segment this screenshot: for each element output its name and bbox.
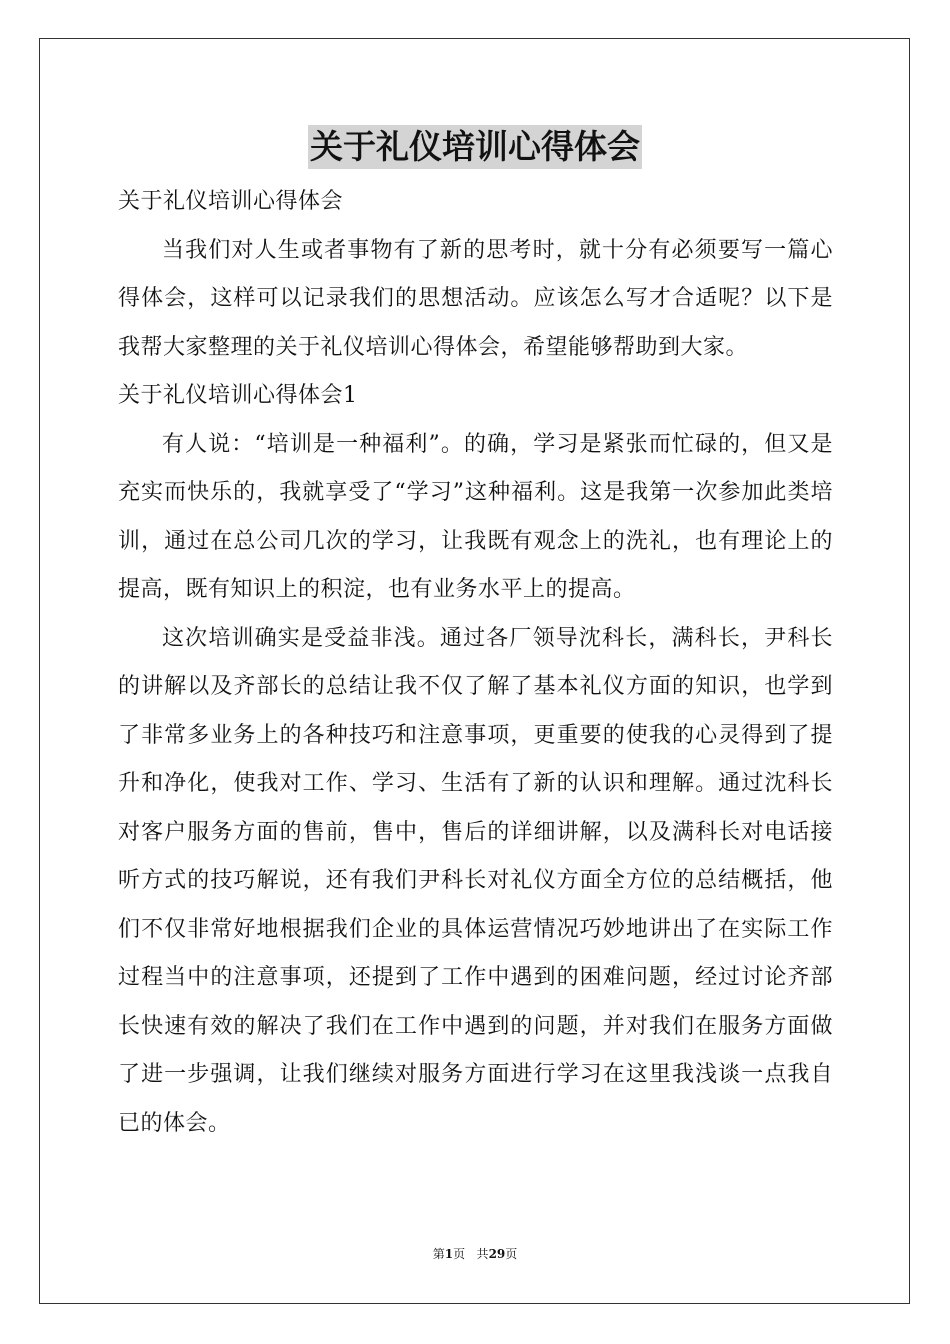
- intro-paragraph: 当我们对人生或者事物有了新的思考时，就十分有必须要写一篇心得体会，这样可以记录我们的思想活动。应该怎么写才合适呢？以下是我帮大家整理的关于礼仪培训心得体会，希望能够帮助到大家。: [118, 237, 833, 360]
- total-pages: 29: [488, 1247, 506, 1261]
- total-suffix: 页: [505, 1247, 518, 1261]
- document-subtitle: 关于礼仪培训心得体会: [118, 189, 344, 214]
- section-heading: 关于礼仪培训心得体会1: [118, 383, 358, 408]
- body-paragraph-2: 这次培训确实是受益非浅。通过各厂领导沈科长，满科长，尹科长的讲解以及齐部长的总结让我不仅了解了基本礼仪方面的知识，也学到了非常多业务上的各种技巧和注意事项，更重要的使我的心灵得到了提升和净化，使我对工作、学习、生活有了新的认识和理解。通过沈科长对客户服务方面的售前，售中，售后的详细讲解，以及满科长对电话接听方式的技巧解说，还有我们尹科长对礼仪方面全方位的总结概括，他们不仅非常好地根据我们企业的具体运营情况巧妙地讲出了在实际工作过程当中的注意事项，还提到了工作中遇到的困难问题，经过讨论齐部长快速有效的解决了我们在工作中遇到的问题，并对我们在服务方面做了进一步强调，让我们继续对服务方面进行学习在这里我浅谈一点我自已的体会。: [118, 625, 833, 1136]
- title-container: [0, 125, 950, 169]
- page-prefix: 第: [432, 1247, 445, 1261]
- page-footer: [0, 1245, 950, 1262]
- page-suffix: 页: [453, 1247, 466, 1261]
- body-paragraph-1: 有人说：“培训是一种福利”。的确，学习是紧张而忙碌的，但又是充实而快乐的，我就享受了“学习”这种福利。这是我第一次参加此类培训，通过在总公司几次的学习，让我既有观念上的洗礼，也有理论上的提高，既有知识上的积淀，也有业务水平上的提高。: [118, 431, 833, 602]
- page-number: 1: [444, 1247, 454, 1261]
- total-prefix: 共: [476, 1247, 489, 1261]
- document-body: [118, 178, 833, 1148]
- document-title: 关于礼仪培训心得体会: [308, 125, 642, 169]
